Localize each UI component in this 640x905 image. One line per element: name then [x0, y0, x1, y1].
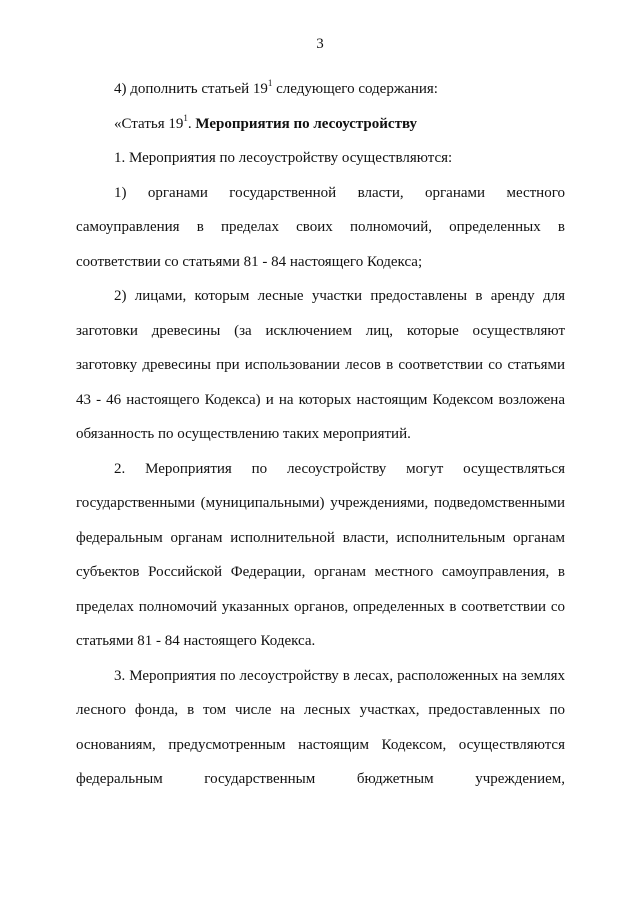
paragraph-2: 2. Мероприятия по лесоустройству могут осуществляться государственными (муниципальными) учреждениями, подведомственными федеральным органам исполнительной власти, исполнительным органам субъектов Российской Федерации, органам местного самоуправления, в пределах полномочий указанных органов, определенных в соответствии со статьями 81 - 84 настоящего Кодекса. — [76, 460, 565, 649]
superscript: 1 — [183, 112, 188, 123]
amendment-item-4 — [76, 72, 565, 107]
paragraph-3: 3. Мероприятия по лесоустройству в лесах, расположенных на землях лесного фонда, в том числе на лесных участках, предоставленных по основаниям, предусмотренным настоящим Кодексом, осуществляются федеральным государственным бюджетным учреждением, — [76, 667, 565, 787]
article-title: Мероприятия по лесоустройству — [195, 115, 418, 132]
paragraph-1: 1. Мероприятия по лесоустройству осуществляются: — [114, 150, 453, 166]
amendment-item-4-text: 4) дополнить статьей 19 — [114, 81, 268, 97]
document-body — [76, 72, 565, 797]
article-heading — [76, 107, 565, 142]
amendment-item-4-text-end: следующего содержания: — [272, 81, 438, 97]
page-number: 3 — [316, 36, 324, 52]
superscript: 1 — [267, 78, 273, 88]
article-number-dot: . — [187, 115, 196, 132]
article-number: «Статья 19 — [114, 115, 184, 132]
paragraph-1-item-1: 1) органами государственной власти, органами местного самоуправления в пределах своих полномочий, определенных в соответствии со статьями 81 - 84 настоящего Кодекса; — [76, 184, 565, 270]
paragraph-1-item-2: 2) лицами, которым лесные участки предоставлены в аренду для заготовки древесины (за исключением лиц, которые осуществляют заготовку древесины при использовании лесов в соответствии со статьями 43 - 46 настоящего Кодекса) и на которых настоящим Кодексом возложена обязанность по осуществлению таких мероприятий. — [76, 288, 565, 442]
